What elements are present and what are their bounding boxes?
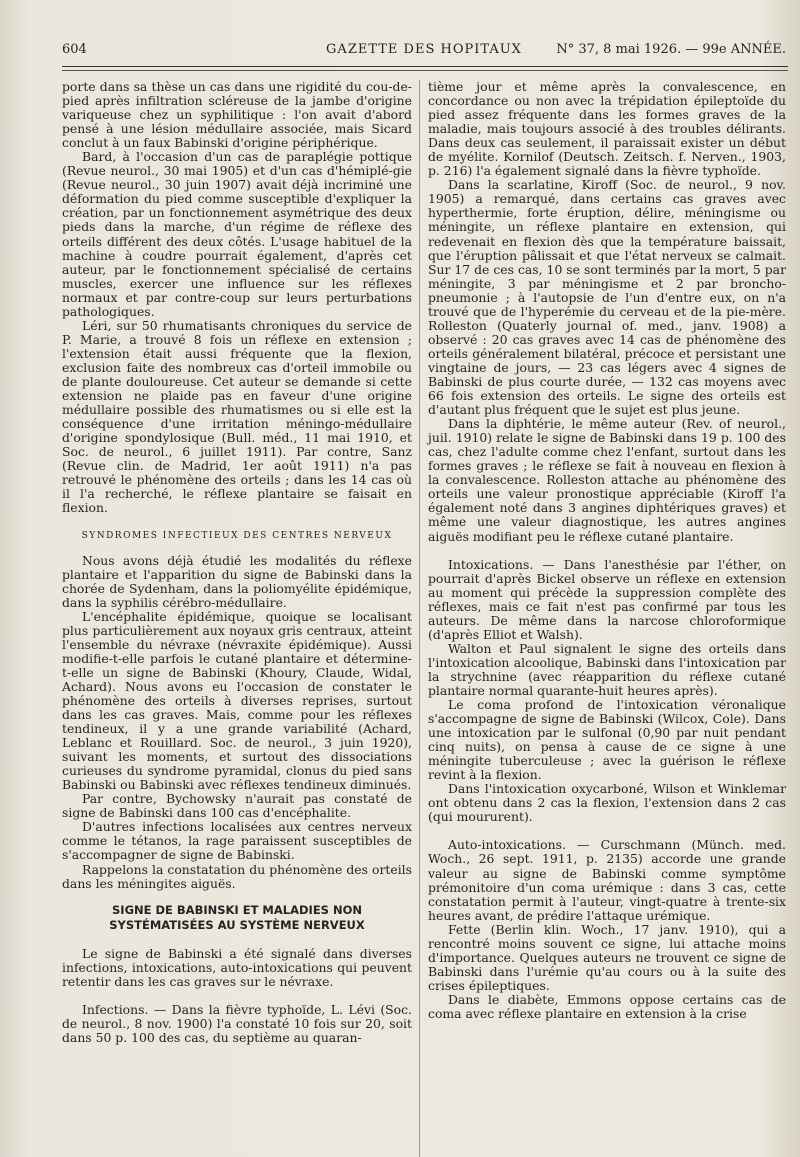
left-column [62,80,412,1157]
journal-title: GAZETTE DES HOPITAUX [326,42,522,57]
column-divider [419,80,420,1157]
paragraph: Fette (Berlin klin. Woch., 17 janv. 1910), qui a rencontré moins souvent ce signe, lui attache moins d'importance. Quelques auteurs ne trouvent ce signe de Babinski dans l'urémie qu'au cours ou à la suite des crises épileptiques. [428,921,786,993]
paragraph: Le signe de Babinski a été signalé dans diverses infections, intoxications, auto-intoxications qui peuvent retentir dans les cas graves sur le névraxe. [62,945,412,989]
paragraph: L'encéphalite épidémique, quoique se localisant plus particulièrement aux noyaux gris centraux, atteint l'ensemble du névraxe (névraxite épidémique). Aussi modifie-t-elle parfois le cutané plantaire et détermine-t-elle un signe de Babinski (Khoury, Claude, Widal, Achard). Nous avons eu l'occasion de constater le phénomène des orteils à diverses reprises, surtout dans les cas graves. Mais, comme pour les réflexes tendineux, il y a une grande variabilité (Achard, Leblanc et Rouillard. Soc. de neurol., 3 juin 1920), suivant les moments, et surtout des dissociations curieuses du syndrome pyramidal, clonus du pied sans Babinski ou Babinski avec réflexes tendineux diminués. [62,608,412,793]
page-number: 604 [62,42,87,57]
header-rule [62,66,788,67]
paragraph: Dans la diphtérie, le même auteur (Rev. of neurol., juil. 1910) relate le signe de Babinski dans 19 p. 100 des cas, chez l'adulte comme chez l'enfant, surtout dans les formes graves ; le réflexe se fait à nouveau en flexion à la convalescence. Rolleston attache au phénomène des orteils une valeur pronostique appréciable (Kiroff l'a également noté dans 3 angines diphtériques graves) et même une valeur diagnostique, les autres angines aiguës modifiant peu le réflexe cutané plantaire. [428,416,786,544]
paragraph: Infections. — Dans la fièvre typhoïde, L. Lévi (Soc. de neurol., 8 nov. 1900) l'a constaté 10 fois sur 20, soit dans 50 p. 100 des cas, du septième au quaran- [62,1001,412,1045]
paragraph: Auto-intoxications. — Curschmann (Münch. med. Woch., 26 sept. 1911, p. 2135) accorde une grande valeur au signe de Babinski comme symptôme prémonitoire d'un coma urémique : dans 3 cas, cette constatation permit à l'auteur, vingt-quatre à trente-six heures avant, de prédire l'attaque urémique. [428,837,786,923]
running-header [62,42,786,64]
paragraph: Dans le diabète, Emmons oppose certains cas de coma avec réflexe plantaire en extension à la crise [428,991,786,1021]
section-heading: SIGNE DE BABINSKI ET MALADIES NON SYSTÉMATISÉES AU SYSTÈME NERVEUX [109,902,365,932]
paragraph: porte dans sa thèse un cas dans une rigidité du cou-de-pied après infiltration scléreuse de la jambe d'origine variqueuse chez un syphilitique : l'on avait d'abord pensé à une lésion médullaire associée, mais Sicard conclut à un faux Babinski d'origine périphérique. [62,79,412,151]
paragraph: Par contre, Bychowsky n'aurait pas constaté de signe de Babinski dans 100 cas d'encéphalite. [62,791,412,821]
issue-info: N° 37, 8 mai 1926. — 99e ANNÉE. [556,42,786,57]
paragraph: Dans l'intoxication oxycarboné, Wilson et Winklemar ont obtenu dans 2 cas la flexion, l'extension dans 2 cas (qui moururent). [428,781,786,825]
paragraph: Léri, sur 50 rhumatisants chroniques du service de P. Marie, a trouvé 8 fois un réflexe en extension ; l'extension était aussi fréquente que la flexion, exclusion faite des nombreux cas d'orteil immobile ou de plante douloureuse. Cet auteur se demande si cette extension ne plaide pas en faveur d'une origine médullaire possible des rhumatismes ou si elle est la conséquence d'une irritation méningo-médullaire d'origine spondylosique (Bull. méd., 11 mai 1910, et Soc. de neurol., 6 juillet 1911). Par contre, Sanz (Revue clin. de Madrid, 1er août 1911) n'a pas retrouvé le phénomène des orteils ; dans les 14 cas où il l'a recherché, le réflexe plantaire se faisait en flexion. [62,317,412,516]
header-rule-thin [62,70,788,71]
right-column [428,80,786,1157]
paragraph: Dans la scarlatine, Kiroff (Soc. de neurol., 9 nov. 1905) a remarqué, dans certains cas graves avec hyperthermie, forte éruption, délire, méningisme ou méningite, un réflexe plantaire en extension, qui redevenait en flexion dès que la température baissait, que l'éruption pâlissait et que l'état nerveux se calmait. Sur 17 de ces cas, 10 se sont terminés par la mort, 5 par méningite, 3 par méningisme et 2 par broncho-pneumonie ; à l'autopsie de l'un d'entre eux, on n'a trouvé que de l'hyperémie du cerveau et de la pie-mère. Rolleston (Quaterly journal of. med., janv. 1908) a observé : 20 cas graves avec 14 cas de phénomène des orteils généralement bilatéral, précoce et persistant une vingtaine de jours, — 23 cas légers avec 4 signes de Babinski de plus courte durée, — 132 cas moyens avec 66 fois extension des orteils. Le signe des orteils est d'autant plus fréquent que le sujet est plus jeune. [428,177,786,418]
paragraph: Rappelons la constatation du phénomène des orteils dans les méningites aiguës. [62,861,412,891]
paragraph: Intoxications. — Dans l'anesthésie par l'éther, on pourrait d'après Bickel observe un réflexe en extension au moment qui précède la suppression complète des réflexes, mais ce fait n'est pas confirmé par tous les auteurs. De même dans la narcose chloroformique (d'après Elliot et Walsh). [428,556,786,642]
paragraph: Bard, à l'occasion d'un cas de paraplégie pottique (Revue neurol., 30 mai 1905) et d'un cas d'hémiplé-gie (Revue neurol., 30 juin 1907) avait déjà incriminé une déformation du pied comme susceptible d'expliquer la création, par un fonctionnement asymétrique des deux pieds dans la marche, d'un régime de réflexe des orteils différent des deux côtés. L'usage habituel de la machine à coudre pourrait également, d'après cet auteur, par le fonctionnement spécialisé de certains muscles, exercer une influence sur les réflexes normaux et par contre-coup sur leurs perturbations pathologiques. [62,149,412,319]
paragraph: D'autres infections localisées aux centres nerveux comme le tétanos, la rage paraissent susceptibles de s'accompagner de signe de Babinski. [62,819,412,863]
section-heading: SYNDROMES INFECTIEUX DES CENTRES NERVEUX [81,531,393,542]
paragraph: Walton et Paul signalent le signe des orteils dans l'intoxication alcoolique, Babinski dans l'intoxication par la strychnine (avec réapparition du réflexe cutané plantaire normal quarante-huit heures après). [428,640,786,698]
paragraph: tième jour et même après la convalescence, en concordance ou non avec la trépidation épileptoïde du pied assez fréquente dans les formes graves de la maladie, mais toujours associé à des troubles délirants. Dans deux cas seulement, il paraissait exister un début de myélite. Kornilof (Deutsch. Zeitsch. f. Nerven., 1903, p. 216) l'a également signalé dans la fièvre typhoïde. [428,79,786,179]
paragraph: Le coma profond de l'intoxication véronalique s'accompagne de signe de Babinski (Wilcox, Cole). Dans une intoxication par le sulfonal (0,90 par nuit pendant cinq nuits), on pensa à cause de ce signe à une méningite tuberculeuse ; avec la guérison le réflexe revint à la flexion. [428,697,786,783]
paragraph: Nous avons déjà étudié les modalités du réflexe plantaire et l'apparition du signe de Babinski dans la chorée de Sydenham, dans la poliomyélite épidémique, dans la syphilis cérébro-médullaire. [62,552,412,610]
